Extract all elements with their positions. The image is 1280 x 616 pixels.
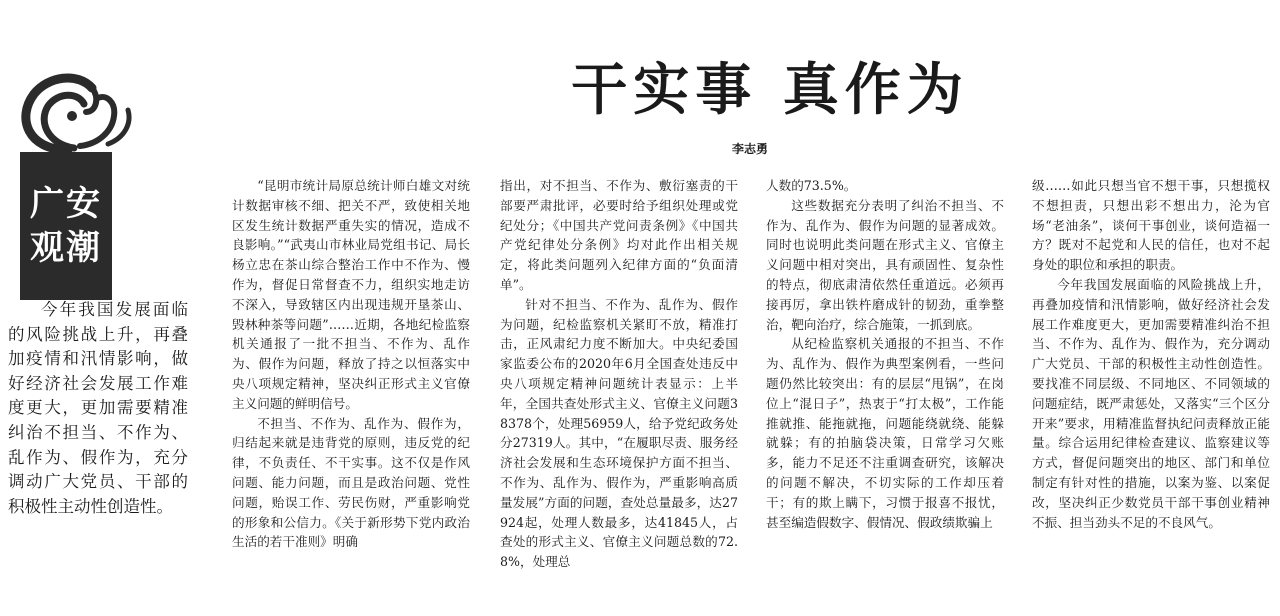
article-lead: 今年我国发展面临的风险挑战上升，再叠加疫情和汛情影响，做好经济社会发展工作难度更大，更加需要精准纠治不担当、不作为、乱作为、假作为，充分调动广大党员、干部的积极性主动性创造性。 [8, 300, 188, 516]
column-2-paragraph: 针对不担当、不作为、乱作为、假作为问题，纪检监察机关紧盯不放，精准打击，正风肃纪力度不断加大。中央纪委国家监委公布的2020年6月全国查处违反中央八项规定精神问题统计表显示：上半年，全国共查处形式主义、官僚主义问题38378个，处理56959人，给予党纪政务处分27319人。其中，“在履职尽责、服务经济社会发展和生态环境保护方面不担当、不作为、乱作为、假作为，严重影响高质量发展”方面的问题，查处总量最多，达27924起，处理人数最多，达41845人，占查处的形式主义、官僚主义问题总数的72.8%，处理总 [500, 296, 738, 570]
column-4-paragraph: 今年我国发展面临的风险挑战上升，再叠加疫情和汛情影响，做好经济社会发展工作难度更大，更加需要精准纠治不担当、不作为、乱作为、假作为，充分调动广大党员、干部的积极性主动性创造性。要找准不同层级、不同地区、不同领域的问题症结，既严肃惩处，又落实“三个区分开来”要求，用精准监督执纪问责释放正能量。综合运用纪律检查建议、监察建议等方式，督促问题突出的地区、部门和单位制定有针对性的措施，以案为鉴、以案促改，坚决纠正少数党员干部干事创业精神不振、担当劲头不足的不良风气。 [1032, 276, 1270, 530]
column-logo-line2: 观潮 [30, 228, 102, 268]
article-column-4 [1032, 176, 1270, 606]
column-1-paragraph: 不担当、不作为、乱作为、假作为，归结起来就是违背党的原则，违反党的纪律，不负责任、不干实事。这不仅是作风问题、能力问题，而且是政治问题、党性问题，贻误工作、劳民伤财，严重影响党的形象和公信力。《关于新形势下党内政治生活的若干准则》明确 [232, 415, 470, 550]
column-logo-box [20, 152, 112, 300]
column-1-paragraph: “昆明市统计局原总统计师白雄文对统计数据审核不细、把关不严，致使相关地区发生统计数据严重失实的情况，造成不良影响。”“武夷山市林业局党组书记、局长杨立忠在茶山综合整治工作中不作为、慢作为，督促日常督查不力，组织实地走访不深入，导致辖区内出现违规开垦茶山、毁林种茶等问题”……近期，各地纪检监察机关通报了一批不担当、不作为、乱作为、假作为问题，释放了持之以恒落实中央八项规定精神，坚决纠正形式主义官僚主义问题的鲜明信号。 [232, 178, 470, 411]
article-column-2 [500, 176, 738, 606]
column-logo-line1: 广安 [30, 184, 102, 224]
article-title: 干实事 真作为 [571, 57, 969, 123]
article-column-1 [232, 176, 470, 606]
article-column-3 [766, 176, 1004, 606]
article-author: 李志勇 [731, 142, 768, 156]
column-logo [8, 58, 138, 268]
column-2-paragraph: 指出，对不担当、不作为、敷衍塞责的干部要严肃批评，必要时给予组织处理或党纪处分；《中国共产党问责条例》《中国共产党纪律处分条例》均对此作出相关规定，将此类问题列入纪律方面的“负面清单”。 [500, 178, 738, 292]
column-3-paragraph: 人数的73.5%。 [766, 178, 857, 193]
column-4-paragraph: 级……如此只想当官不想干事，只想揽权不想担责，只想出彩不想出力，沦为官场“老油条”，谈何干事创业，谈何造福一方？既对不起党和人民的信任，也对不起身处的职位和承担的职责。 [1032, 178, 1270, 273]
column-3-paragraph: 这些数据充分表明了纠治不担当、不作为、乱作为、假作为问题的显著成效。同时也说明此类问题在形式主义、官僚主义问题中相对突出，具有顽固性、复杂性的特点，彻底肃清依然任重道远。必须再接再厉，拿出铁杵磨成针的韧劲，重拳整治，靶向治疗，综合施策，一抓到底。 [766, 197, 1004, 332]
column-3-paragraph: 从纪检监察机关通报的不担当、不作为、乱作为、假作为典型案例看，一些问题仍然比较突出：有的层层“甩锅”，在岗位上“混日子”，热衷于“打太极”，工作能推就推、能拖就拖，问题能绕就绕、能躲就躲；有的拍脑袋决策，日常学习欠账多，能力不足还不注重调查研究，该解决的问题不解决，不切实际的工作却压着干；有的欺上瞒下，习惯于报喜不报忧，甚至编造假数字、假情况、假政绩欺骗上 [766, 336, 1004, 530]
